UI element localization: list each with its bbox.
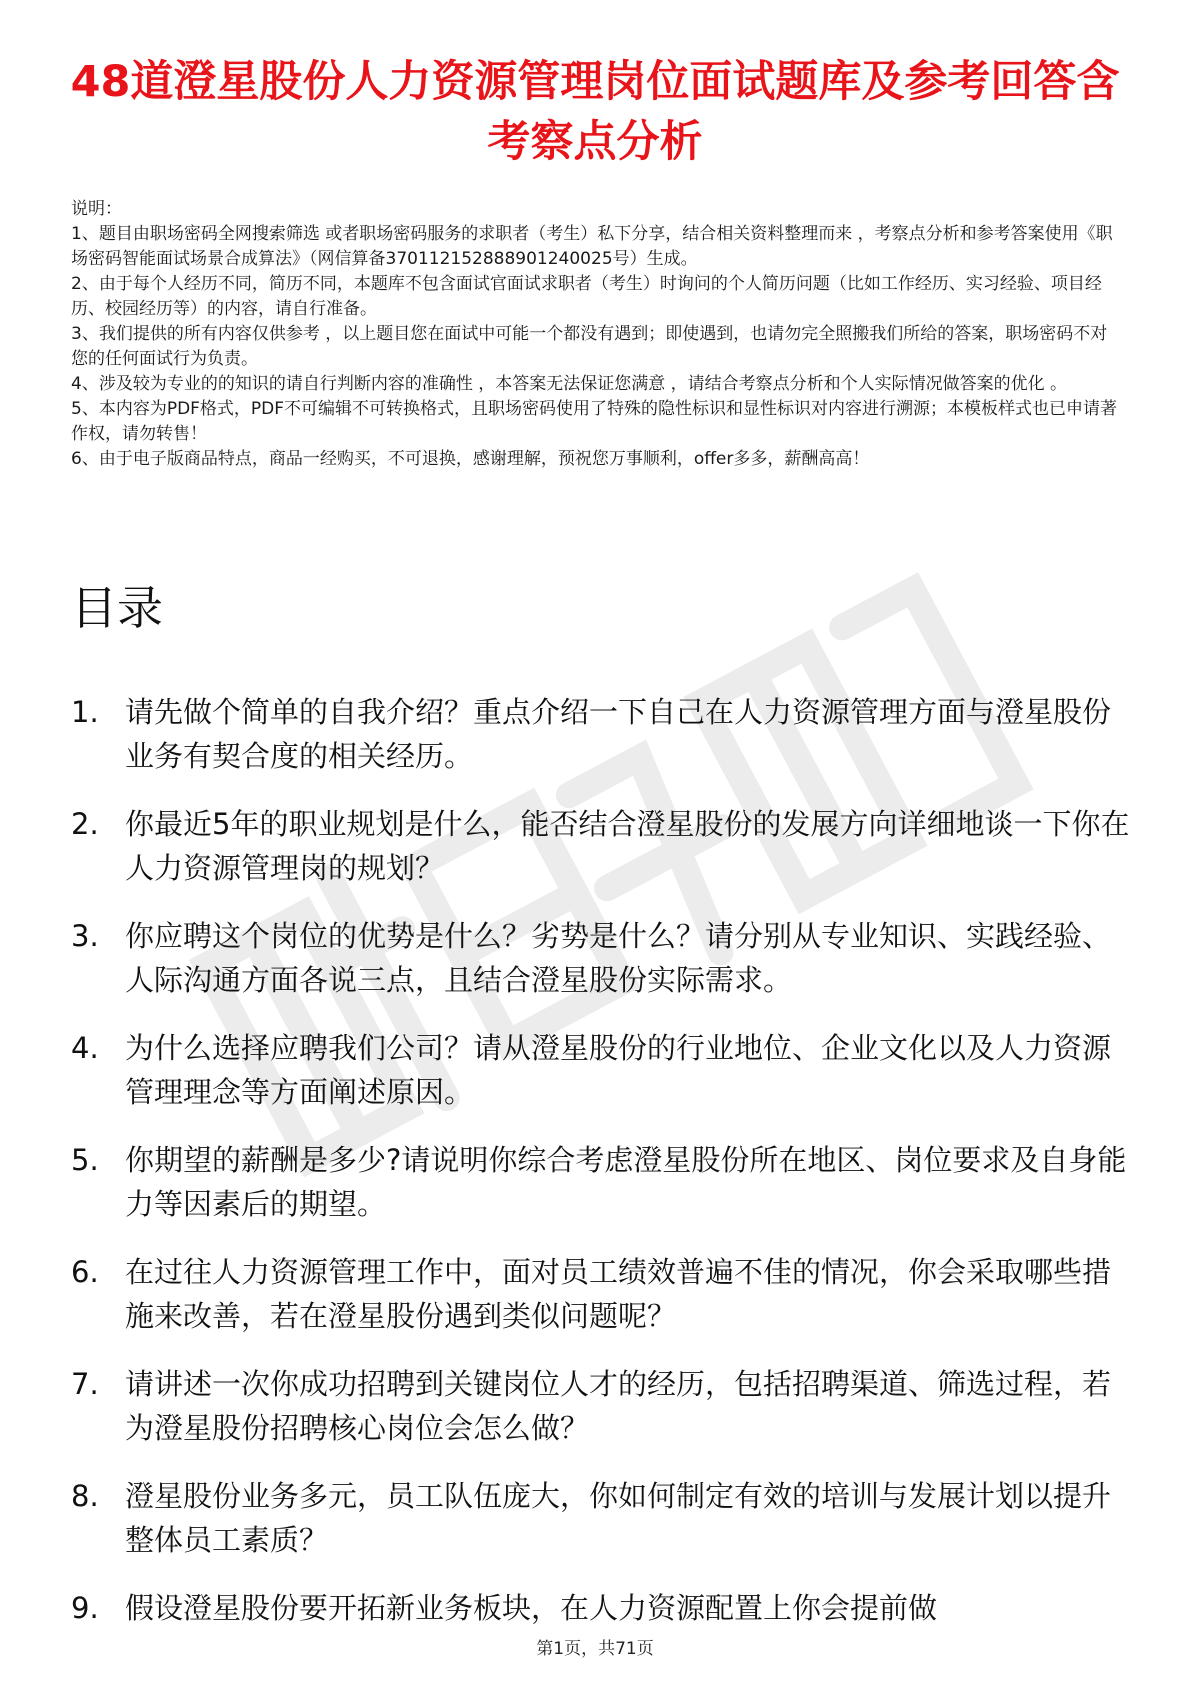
toc-item-text: 为什么选择应聘我们公司？请从澄星股份的行业地位、企业文化以及人力资源管理理念等方面阐述原因。 (125, 1031, 1112, 1109)
toc-item-number: 1. (71, 695, 99, 729)
toc-item-number: 8. (71, 1479, 99, 1513)
disclaimer-notes (71, 197, 1121, 472)
toc-item-number: 9. (71, 1591, 99, 1625)
toc-item-text: 你最近5年的职业规划是什么，能否结合澄星股份的发展方向详细地谈一下你在人力资源管理岗的规划？ (125, 807, 1130, 885)
toc-item[interactable] (71, 1362, 1131, 1450)
toc-item[interactable] (71, 1026, 1131, 1114)
document-title: 48道澄星股份人力资源管理岗位面试题库及参考回答含考察点分析 (70, 57, 1120, 167)
toc-item-number: 7. (71, 1367, 99, 1401)
toc-item[interactable] (71, 802, 1131, 890)
note-item: 6、由于电子版商品特点，商品一经购买，不可退换，感谢理解，预祝您万事顺利，offer多多，薪酬高高！ (71, 449, 870, 469)
toc-item[interactable] (71, 1250, 1131, 1338)
toc-item-text: 请讲述一次你成功招聘到关键岗位人才的经历，包括招聘渠道、筛选过程，若为澄星股份招聘核心岗位会怎么做？ (125, 1367, 1112, 1445)
toc-item-number: 2. (71, 807, 99, 841)
note-item: 1、题目由职场密码全网搜索筛选 或者职场密码服务的求职者（考生）私下分享，结合相关资料整理而来 ，考察点分析和参考答案使用《职场密码智能面试场景合成算法》（网信算备370112152888901240025号）生成。 (71, 224, 1113, 269)
toc-item-number: 5. (71, 1143, 99, 1177)
toc-item-number: 3. (71, 919, 99, 953)
toc-item-text: 你应聘这个岗位的优势是什么？劣势是什么？请分别从专业知识、实践经验、人际沟通方面各说三点，且结合澄星股份实际需求。 (125, 919, 1112, 997)
toc-item-text: 请先做个简单的自我介绍？重点介绍一下自己在人力资源管理方面与澄星股份业务有契合度的相关经历。 (125, 695, 1112, 773)
toc-item[interactable] (71, 1586, 1131, 1630)
note-item: 3、我们提供的所有内容仅供参考 ，以上题目您在面试中可能一个都没有遇到；即使遇到，也请勿完全照搬我们所给的答案，职场密码不对您的任何面试行为负责。 (71, 324, 1108, 369)
toc-item[interactable] (71, 690, 1131, 778)
toc-item[interactable] (71, 914, 1131, 1002)
note-item: 5、本内容为PDF格式，PDF不可编辑不可转换格式，且职场密码使用了特殊的隐性标识和显性标识对内容进行溯源；本模板样式也已申请著作权，请勿转售！ (71, 399, 1118, 444)
note-item: 2、由于每个人经历不同，简历不同，本题库不包含面试官面试求职者（考生）时询问的个人简历问题（比如工作经历、实习经验、项目经历、校园经历等）的内容，请自行准备。 (71, 274, 1102, 319)
toc-item-text: 在过往人力资源管理工作中，面对员工绩效普遍不佳的情况，你会采取哪些措施来改善，若在澄星股份遇到类似问题呢？ (125, 1255, 1112, 1333)
note-item: 4、涉及较为专业的的知识的请自行判断内容的准确性 ，本答案无法保证您满意 ，请结合考察点分析和个人实际情况做答案的优化 。 (71, 374, 1068, 394)
toc-item-number: 4. (71, 1031, 99, 1065)
page-footer: 第1页，共71页 (536, 1639, 654, 1659)
notes-heading: 说明： (71, 199, 122, 219)
toc-item-text: 假设澄星股份要开拓新业务板块，在人力资源配置上你会提前做 (125, 1591, 938, 1625)
toc-item[interactable] (71, 1474, 1131, 1562)
table-of-contents (71, 690, 1131, 1654)
toc-item-number: 6. (71, 1255, 99, 1289)
toc-item[interactable] (71, 1138, 1131, 1226)
toc-item-text: 澄星股份业务多元，员工队伍庞大，你如何制定有效的培训与发展计划以提升整体员工素质？ (125, 1479, 1112, 1557)
toc-item-text: 你期望的薪酬是多少?请说明你综合考虑澄星股份所在地区、岗位要求及自身能力等因素后的期望。 (125, 1143, 1127, 1221)
toc-heading: 目录 (71, 581, 163, 635)
